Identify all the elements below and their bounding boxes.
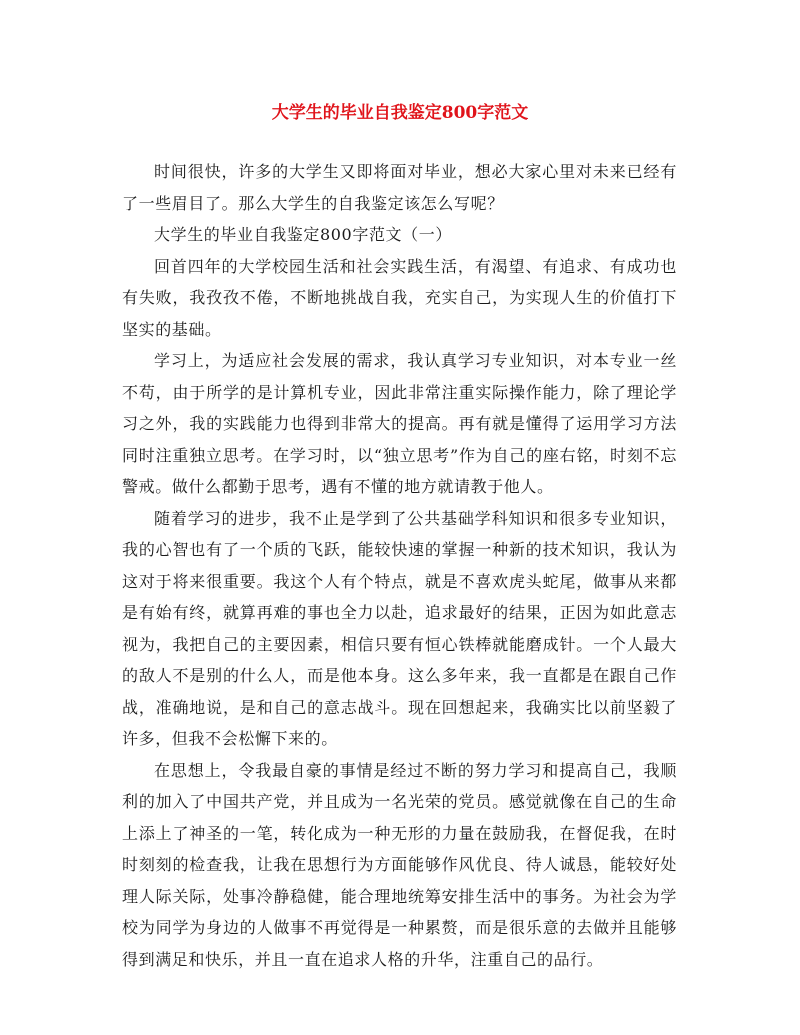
document-body [122,156,677,975]
paragraph-study: 学习上，为适应社会发展的需求，我认真学习专业知识，对本专业一丝不苟，由于所学的是计算机专业，因此非常注重实际操作能力，除了理论学习之外，我的实践能力也得到非常大的提高。再有就是懂得了运用学习方法同时注重独立思考。在学习时，以“独立思考”作为自己的座右铭，时刻不忘警戒。做什么都勤于思考，遇有不懂的地方就请教于他人。 [122,351,677,496]
document-title: 大学生的毕业自我鉴定800字范文 [271,103,529,123]
paragraph-ideology: 在思想上，令我最自豪的事情是经过不断的努力学习和提高自己，我顺利的加入了中国共产党，并且成为一名光荣的党员。感觉就像在自己的生命上添上了神圣的一笔，转化成为一种无形的力量在鼓励我，在督促我，在时时刻刻的检查我，让我在思想行为方面能够作风优良、待人诚恳，能较好处理人际关际，处事冷静稳健，能合理地统筹安排生活中的事务。为社会为学校为同学为身边的人做事不再觉得是一种累赘，而是很乐意的去做并且能够得到满足和快乐，并且一直在追求人格的升华，注重自己的品行。 [122,760,677,969]
paragraph-intro: 时间很快，许多的大学生又即将面对毕业，想必大家心里对未来已经有了一些眉目了。那么大学生的自我鉴定该怎么写呢？ [122,162,677,213]
paragraph-progress: 随着学习的进步，我不止是学到了公共基础学科知识和很多专业知识，我的心智也有了一个质的飞跃，能较快速的掌握一种新的技术知识，我认为这对于将来很重要。我这个人有个特点，就是不喜欢虎头蛇尾，做事从来都是有始有终，就算再难的事也全力以赴，追求最好的结果，正因为如此意志视为，我把自己的主要因素，相信只要有恒心铁棒就能磨成针。一个人最大的敌人不是别的什么人，而是他本身。这么多年来，我一直都是在跟自己作战，准确地说，是和自己的意志战斗。现在回想起来，我确实比以前坚毅了许多，但我不会松懈下来的。 [122,508,677,748]
paragraph-review: 回首四年的大学校园生活和社会实践生活，有渴望、有追求、有成功也有失败，我孜孜不倦，不断地挑战自我，充实自己，为实现人生的价值打下坚实的基础。 [122,256,677,339]
section-heading: 大学生的毕业自我鉴定800字范文（一） [154,225,452,244]
